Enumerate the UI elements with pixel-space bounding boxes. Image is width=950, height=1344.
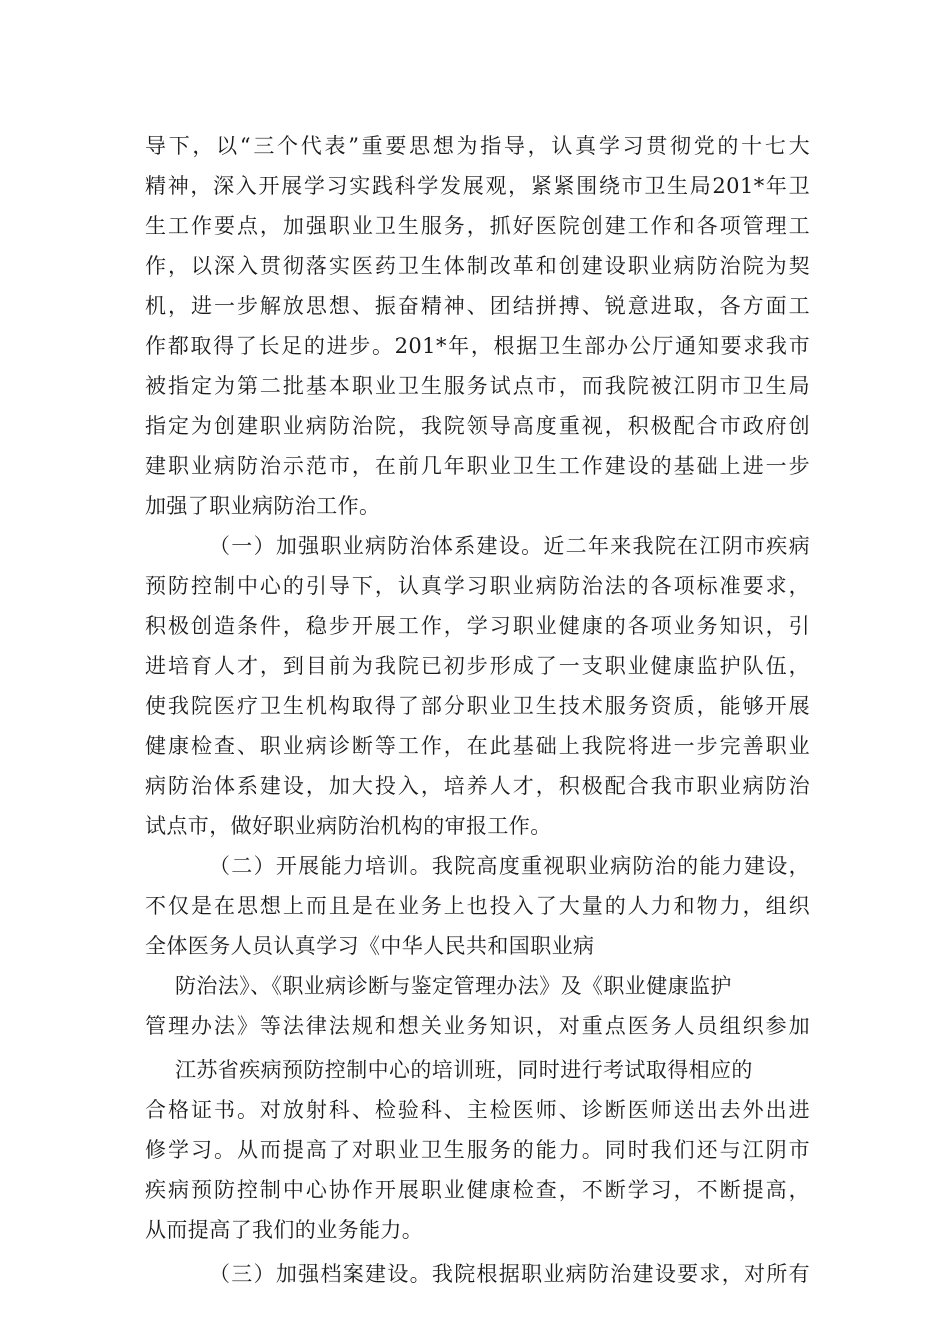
- text-line: 全体医务人员认真学习《中华人民共和国职业病: [145, 934, 595, 958]
- text-line: 江苏省疾病预防控制中心的培训班，同时进行考试取得相应的: [175, 1058, 753, 1082]
- text-line: 精神，深入开展学习实践科学发展观，紧紧围绕市卫生局201*年卫: [145, 174, 810, 198]
- text-line: 预防控制中心的引导下，认真学习职业病防治法的各项标准要求，: [145, 574, 810, 598]
- text-line: 生工作要点，加强职业卫生服务，抓好医院创建工作和各项管理工: [145, 214, 810, 238]
- text-line: 健康检查、职业病诊断等工作，在此基础上我院将进一步完善职业: [145, 734, 810, 758]
- text-line: 指定为创建职业病防治院，我院领导高度重视，积极配合市政府创: [145, 414, 810, 438]
- text-line: 不仅是在思想上而且是在业务上也投入了大量的人力和物力，组织: [145, 894, 810, 918]
- text-line: 从而提高了我们的业务能力。: [145, 1218, 424, 1242]
- text-line: 机，进一步解放思想、振奋精神、团结拼搏、锐意进取，各方面工: [145, 294, 810, 318]
- text-line: 加强了职业病防治工作。: [145, 494, 381, 518]
- paragraph-heading-2: （二）开展能力培训。我院高度重视职业病防治的能力建设，: [209, 854, 810, 878]
- text-line: 进培育人才，到目前为我院已初步形成了一支职业健康监护队伍，: [145, 654, 810, 678]
- text-line: 管理办法》等法律法规和想关业务知识，对重点医务人员组织参加: [145, 1014, 810, 1038]
- text-line: 使我院医疗卫生机构取得了部分职业卫生技术服务资质，能够开展: [145, 694, 810, 718]
- text-line: 建职业病防治示范市，在前几年职业卫生工作建设的基础上进一步: [145, 454, 810, 478]
- text-line: 防治法》、《职业病诊断与鉴定管理办法》及《职业健康监护: [175, 974, 732, 998]
- text-line: 合格证书。对放射科、检验科、主检医师、诊断医师送出去外出进: [145, 1098, 810, 1122]
- text-line: 修学习。从而提高了对职业卫生服务的能力。同时我们还与江阴市: [145, 1138, 810, 1162]
- text-line: 积极创造条件，稳步开展工作，学习职业健康的各项业务知识，引: [145, 614, 810, 638]
- text-line: 被指定为第二批基本职业卫生服务试点市，而我院被江阴市卫生局: [145, 374, 810, 398]
- paragraph-heading-1: （一）加强职业病防治体系建设。近二年来我院在江阴市疾病: [209, 534, 810, 558]
- paragraph-heading-3: （三）加强档案建设。我院根据职业病防治建设要求，对所有: [209, 1262, 810, 1286]
- text-line: 病防治体系建设，加大投入，培养人才，积极配合我市职业病防治: [145, 774, 810, 798]
- text-line: 疾病预防控制中心协作开展职业健康检查，不断学习，不断提高，: [145, 1178, 810, 1202]
- text-line: 作，以深入贯彻落实医药卫生体制改革和创建设职业病防治院为契: [145, 254, 810, 278]
- text-line: 导下，以“三个代表”重要思想为指导，认真学习贯彻党的十七大: [145, 134, 810, 158]
- text-line: 作都取得了长足的进步。201*年，根据卫生部办公厅通知要求我市: [145, 334, 810, 358]
- text-line: 试点市，做好职业病防治机构的审报工作。: [145, 814, 552, 838]
